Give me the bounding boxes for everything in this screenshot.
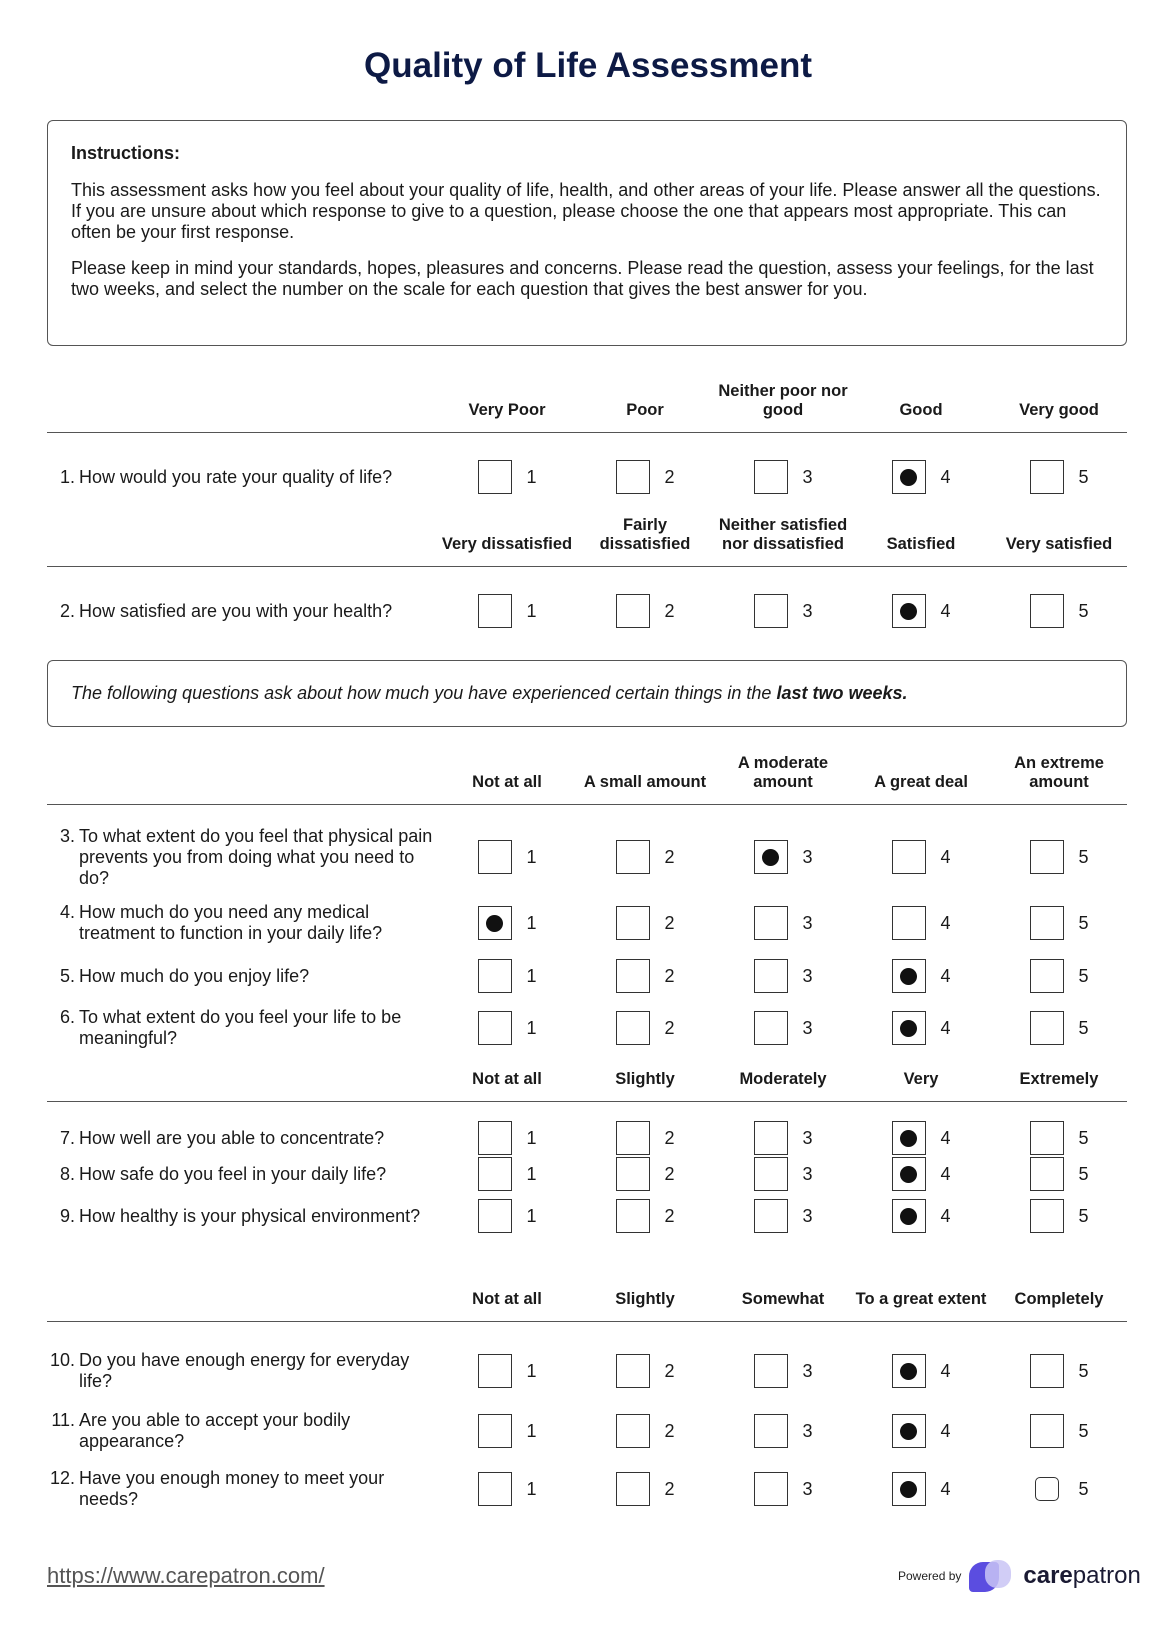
option-3[interactable] [714,594,852,628]
selected-mark [900,1208,917,1225]
option-4[interactable] [852,594,990,628]
scale-label: Extremely [1019,1070,1099,1088]
powered-by [898,1560,1141,1592]
option-3[interactable] [714,460,852,494]
option-1[interactable] [438,906,576,940]
selected-mark [900,603,917,620]
option-2[interactable] [576,959,714,993]
option-1[interactable] [438,594,576,628]
option-number: 4 [940,1127,951,1148]
question-number: 1. [59,466,75,487]
question-number: 5. [59,965,75,986]
question-label: To what extent do you feel your life to be meaningful? [79,1007,402,1048]
scale-header [47,1070,1127,1102]
option-5[interactable] [990,1121,1128,1155]
instructions-heading: Instructions: [71,143,181,163]
option-4[interactable] [852,1157,990,1191]
question-label: How safe do you feel in your daily life? [79,1163,387,1184]
question-section [47,1290,1127,1518]
checkbox[interactable] [892,1011,926,1045]
scale-label: Completely [1014,1290,1104,1308]
option-2[interactable] [576,1414,714,1448]
option-number: 4 [940,1163,951,1184]
rows [47,805,1127,1059]
question-section [47,512,1127,647]
brand-name: carepatron [1023,1562,1141,1589]
scale-label: Fairly dissatisfied [599,516,691,553]
question-text [47,966,438,987]
checkbox[interactable] [1030,1157,1064,1191]
checkbox[interactable] [616,959,650,993]
checkbox[interactable] [1030,1121,1064,1155]
option-number: 2 [664,1017,675,1038]
selected-mark [900,1363,917,1380]
selected-mark [900,1130,917,1147]
question-text [47,1410,438,1452]
question-row [47,1192,1127,1240]
checkbox[interactable] [1030,594,1064,628]
rows [47,433,1127,513]
option-number: 4 [940,1478,951,1499]
scale-label: Good [899,401,943,419]
scale-label: Poor [626,401,664,419]
option-2[interactable] [576,460,714,494]
option-number: 5 [1078,1360,1089,1381]
question-number: 6. [59,1007,75,1027]
option-4[interactable] [852,1414,990,1448]
option-5[interactable] [990,1011,1128,1045]
option-1[interactable] [438,959,576,993]
option-2[interactable] [576,1157,714,1191]
option-3[interactable] [714,906,852,940]
question-row [47,823,1127,891]
option-number: 3 [802,1017,813,1038]
option-4[interactable] [852,1011,990,1045]
option-number: 4 [940,466,951,487]
option-2[interactable] [576,840,714,874]
note-text: The following questions ask about how much you have experienced certain things in the [71,683,777,703]
option-number: 1 [526,466,537,487]
question-row [47,1460,1127,1518]
checkbox[interactable] [892,1472,926,1506]
scale-label: Not at all [472,1290,542,1308]
scale-label: Very good [1019,401,1099,419]
checkbox[interactable] [1030,840,1064,874]
checkbox[interactable] [1035,1477,1059,1501]
checkbox[interactable] [754,1472,788,1506]
option-3[interactable] [714,840,852,874]
option-number: 3 [802,965,813,986]
instructions-box [47,120,1127,346]
checkbox[interactable] [616,460,650,494]
selected-mark [900,1020,917,1037]
option-5[interactable] [990,840,1128,874]
option-number: 1 [526,1017,537,1038]
checkbox[interactable] [754,594,788,628]
checkbox[interactable] [616,1199,650,1233]
scale-label: Very satisfied [1005,535,1113,553]
question-row [47,997,1127,1059]
option-3[interactable] [714,1011,852,1045]
option-5[interactable] [990,1414,1128,1448]
question-text [47,1164,438,1185]
page-title: Quality of Life Assessment [364,46,812,85]
checkbox[interactable] [1030,906,1064,940]
checkbox[interactable] [754,959,788,993]
option-number: 5 [1078,965,1089,986]
option-4[interactable] [852,460,990,494]
option-number: 3 [802,1127,813,1148]
question-text [47,1206,438,1227]
question-section [47,378,1127,513]
option-3[interactable] [714,1121,852,1155]
checkbox[interactable] [892,1121,926,1155]
checkbox[interactable] [892,1199,926,1233]
scale-label: Moderately [739,1070,827,1088]
checkbox[interactable] [478,1472,512,1506]
option-number: 2 [664,1478,675,1499]
scale-label: Very [903,1070,939,1088]
selected-mark [900,1166,917,1183]
option-4[interactable] [852,1199,990,1233]
checkbox[interactable] [892,959,926,993]
checkbox[interactable] [616,1121,650,1155]
question-label: To what extent do you feel that physical pain prevents you from doing what you need to do? [79,825,433,888]
option-number: 4 [940,600,951,621]
question-label: How much do you need any medical treatment to function in your daily life? [79,902,383,943]
checkbox[interactable] [478,959,512,993]
checkbox[interactable] [478,594,512,628]
checkbox[interactable] [1030,959,1064,993]
question-number: 7. [59,1127,75,1148]
checkbox[interactable] [478,1157,512,1191]
checkbox[interactable] [1030,460,1064,494]
question-text [47,1350,438,1392]
option-number: 4 [940,965,951,986]
timeframe-note [47,660,1127,727]
option-5[interactable] [990,1354,1128,1388]
option-5[interactable] [990,959,1128,993]
option-number: 1 [526,600,537,621]
checkbox[interactable] [478,906,512,940]
scale-label: Satisfied [886,535,956,553]
option-4[interactable] [852,840,990,874]
question-number: 10. [49,1350,75,1370]
option-number: 1 [526,1205,537,1226]
instructions-paragraph: Please keep in mind your standards, hopes, pleasures and concerns. Please read the question, assess your feelings, for the last two weeks, and select the number on the scale for each question that gives the best answer for you. [71,258,1094,299]
option-number: 3 [802,1205,813,1226]
option-5[interactable] [990,1157,1128,1191]
question-number: 8. [59,1163,75,1184]
question-text [47,467,438,488]
question-label: Do you have enough energy for everyday life? [79,1350,410,1391]
option-number: 2 [664,1205,675,1226]
checkbox[interactable] [1030,1011,1064,1045]
option-number: 5 [1078,1163,1089,1184]
checkbox[interactable] [754,1011,788,1045]
checkbox[interactable] [892,460,926,494]
checkbox[interactable] [892,840,926,874]
question-section [47,750,1127,1059]
question-section [47,1070,1127,1240]
question-number: 11. [51,1410,75,1430]
question-text [47,1007,438,1049]
question-text [47,601,438,622]
option-number: 2 [664,600,675,621]
option-2[interactable] [576,906,714,940]
carepatron-logo-icon [969,1560,1015,1592]
note-emphasis: last two weeks. [776,683,908,703]
option-number: 1 [526,1127,537,1148]
selected-mark [900,968,917,985]
powered-by-label: Powered by [898,1569,962,1583]
option-4[interactable] [852,906,990,940]
option-3[interactable] [714,1157,852,1191]
option-number: 4 [940,846,951,867]
option-number: 3 [802,846,813,867]
rows [47,1322,1127,1518]
option-5[interactable] [990,1199,1128,1233]
checkbox[interactable] [616,840,650,874]
checkbox[interactable] [478,460,512,494]
option-1[interactable] [438,1121,576,1155]
scale-header [47,1290,1127,1322]
checkbox[interactable] [754,840,788,874]
checkbox[interactable] [1030,1414,1064,1448]
option-number: 1 [526,1360,537,1381]
option-number: 1 [526,965,537,986]
checkbox[interactable] [478,840,512,874]
option-number: 2 [664,912,675,933]
question-row [47,1340,1127,1402]
option-number: 3 [802,912,813,933]
question-row [47,441,1127,513]
scale-label: An extreme amount [1014,754,1104,791]
scale-label: Neither satisfied nor dissatisfied [718,516,848,553]
instructions-paragraph: This assessment asks how you feel about your quality of life, health, and other areas of your life. Please answer all the questions. If you are unsure about which response to give to a question, please choose the one that appears most appropriate. This can often be your first response. [71,180,1101,242]
option-number: 2 [664,846,675,867]
question-row [47,891,1127,955]
question-number: 12. [49,1468,75,1488]
question-row [47,1120,1127,1156]
option-number: 2 [664,1360,675,1381]
option-1[interactable] [438,460,576,494]
option-number: 5 [1078,1127,1089,1148]
scale-label: Very dissatisfied [441,535,573,553]
checkbox[interactable] [1030,1354,1064,1388]
option-4[interactable] [852,1121,990,1155]
option-number: 1 [526,1420,537,1441]
rows [47,567,1127,647]
question-number: 4. [59,902,75,922]
question-row [47,1156,1127,1192]
option-number: 2 [664,1163,675,1184]
question-text [47,826,438,889]
checkbox[interactable] [754,1121,788,1155]
checkbox[interactable] [616,1472,650,1506]
checkbox[interactable] [754,906,788,940]
option-4[interactable] [852,959,990,993]
selected-mark [900,1423,917,1440]
option-number: 3 [802,1360,813,1381]
option-number: 4 [940,912,951,933]
question-label: Have you enough money to meet your needs? [79,1468,385,1509]
checkbox[interactable] [754,1414,788,1448]
option-5[interactable] [990,594,1128,628]
option-number: 4 [940,1420,951,1441]
scale-label: Not at all [472,773,542,791]
option-5[interactable] [990,906,1128,940]
option-number: 1 [526,912,537,933]
scale-label: Not at all [472,1070,542,1088]
checkbox[interactable] [616,906,650,940]
option-2[interactable] [576,1121,714,1155]
checkbox[interactable] [616,1414,650,1448]
option-1[interactable] [438,1011,576,1045]
option-3[interactable] [714,1414,852,1448]
option-3[interactable] [714,959,852,993]
checkbox[interactable] [892,594,926,628]
option-number: 5 [1078,1478,1089,1499]
scale-header [47,512,1127,567]
scale-label: Very Poor [468,401,546,419]
scale-header [47,750,1127,805]
option-3[interactable] [714,1472,852,1506]
option-5[interactable] [990,1477,1128,1501]
carepatron-link[interactable]: https://www.carepatron.com/ [47,1563,325,1588]
question-text [47,1468,438,1510]
checkbox[interactable] [478,1199,512,1233]
option-2[interactable] [576,1199,714,1233]
option-number: 3 [802,466,813,487]
checkbox[interactable] [892,1354,926,1388]
option-4[interactable] [852,1472,990,1506]
option-4[interactable] [852,1354,990,1388]
checkbox[interactable] [754,460,788,494]
checkbox[interactable] [616,594,650,628]
option-1[interactable] [438,1199,576,1233]
option-2[interactable] [576,1011,714,1045]
scale-label: Neither poor nor good [718,382,848,419]
checkbox[interactable] [616,1011,650,1045]
question-text [47,902,438,944]
question-number: 9. [59,1205,75,1226]
rows [47,1102,1127,1240]
option-number: 3 [802,600,813,621]
option-number: 5 [1078,1420,1089,1441]
option-number: 2 [664,1127,675,1148]
option-number: 4 [940,1017,951,1038]
checkbox[interactable] [754,1157,788,1191]
question-row [47,955,1127,997]
question-label: How satisfied are you with your health? [79,600,393,621]
selected-mark [900,469,917,486]
scale-label: Slightly [615,1070,675,1088]
question-row [47,575,1127,647]
checkbox[interactable] [892,1157,926,1191]
option-2[interactable] [576,594,714,628]
option-number: 5 [1078,466,1089,487]
option-2[interactable] [576,1354,714,1388]
option-number: 5 [1078,600,1089,621]
question-text [47,1128,438,1149]
option-1[interactable] [438,1157,576,1191]
option-number: 1 [526,1163,537,1184]
option-number: 2 [664,1420,675,1441]
question-label: How would you rate your quality of life? [79,466,393,487]
option-number: 5 [1078,1017,1089,1038]
question-label: How well are you able to concentrate? [79,1127,385,1148]
scale-label: Slightly [615,1290,675,1308]
option-5[interactable] [990,460,1128,494]
checkbox[interactable] [754,1354,788,1388]
scale-label: To a great extent [855,1290,987,1308]
question-number: 2. [59,600,75,621]
option-number: 1 [526,1478,537,1499]
selected-mark [762,849,779,866]
scale-label: A small amount [583,773,707,791]
option-number: 3 [802,1420,813,1441]
question-number: 3. [59,825,75,846]
option-1[interactable] [438,1354,576,1388]
checkbox[interactable] [478,1414,512,1448]
scale-label: A moderate amount [737,754,829,791]
selected-mark [486,915,503,932]
scale-header [47,378,1127,433]
checkbox[interactable] [892,1414,926,1448]
option-number: 3 [802,1478,813,1499]
option-number: 1 [526,846,537,867]
option-number: 3 [802,1163,813,1184]
checkbox[interactable] [892,906,926,940]
option-number: 5 [1078,846,1089,867]
selected-mark [900,1481,917,1498]
question-label: How much do you enjoy life? [79,965,310,986]
checkbox[interactable] [478,1121,512,1155]
option-1[interactable] [438,840,576,874]
checkbox[interactable] [478,1011,512,1045]
question-label: How healthy is your physical environment? [79,1205,421,1226]
checkbox[interactable] [754,1199,788,1233]
option-number: 4 [940,1360,951,1381]
checkbox[interactable] [478,1354,512,1388]
question-row [47,1402,1127,1460]
option-3[interactable] [714,1354,852,1388]
option-1[interactable] [438,1472,576,1506]
option-number: 2 [664,466,675,487]
option-number: 5 [1078,912,1089,933]
question-label: Are you able to accept your bodily appearance? [79,1410,351,1451]
checkbox[interactable] [616,1157,650,1191]
scale-label: A great deal [874,773,968,791]
scale-label: Somewhat [741,1290,825,1308]
option-1[interactable] [438,1414,576,1448]
option-2[interactable] [576,1472,714,1506]
checkbox[interactable] [1030,1199,1064,1233]
option-3[interactable] [714,1199,852,1233]
checkbox[interactable] [616,1354,650,1388]
option-number: 5 [1078,1205,1089,1226]
option-number: 2 [664,965,675,986]
option-number: 4 [940,1205,951,1226]
